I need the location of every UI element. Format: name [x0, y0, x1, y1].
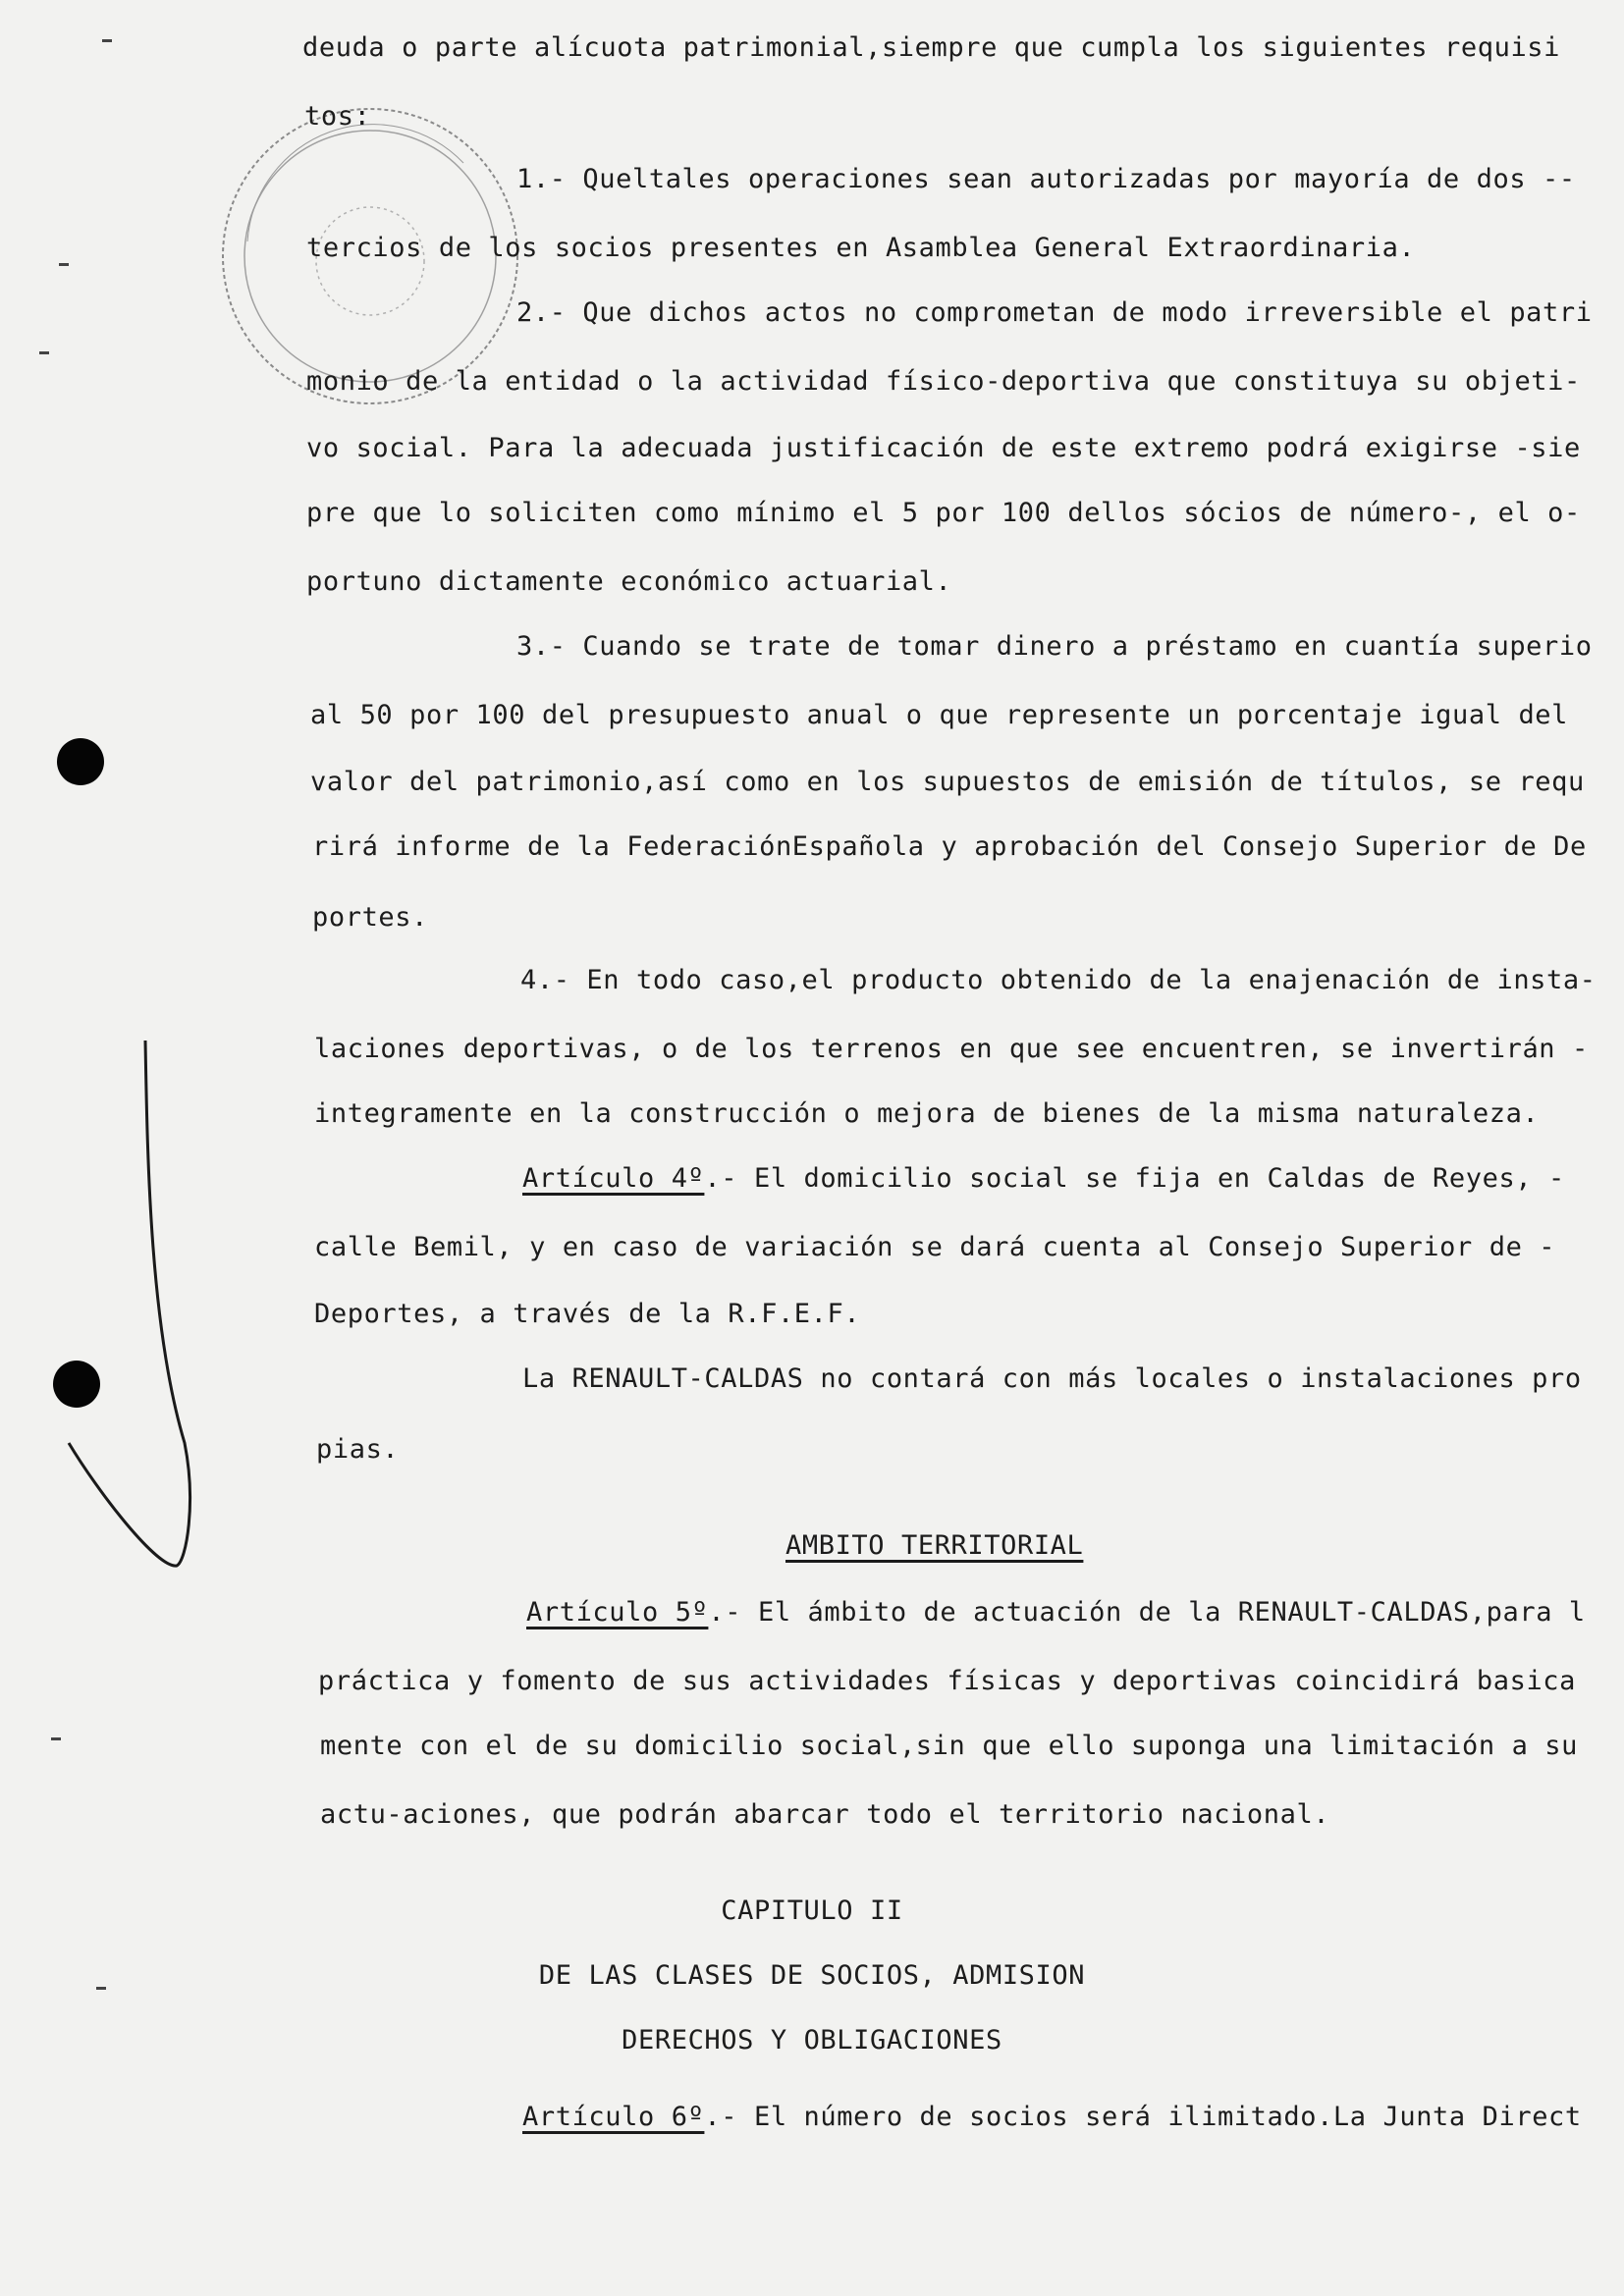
body-line: calle Bemil, y en caso de variación se dará cuenta al Consejo Superior de -	[314, 1232, 1556, 1262]
body-line: 2.- Que dichos actos no comprometan de modo irreversible el patri	[516, 297, 1593, 328]
section-heading: AMBITO TERRITORIAL	[785, 1530, 1084, 1561]
body-line: monio de la entidad o la actividad físico-deportiva que constituya su objeti-	[306, 366, 1581, 397]
punch-hole	[57, 738, 104, 785]
body-line: pias.	[316, 1434, 400, 1465]
body-line: portuno dictamente económico actuarial.	[306, 566, 952, 597]
chapter-subtitle: DE LAS CLASES DE SOCIOS, ADMISION	[538, 1960, 1086, 1991]
body-line: actu-aciones, que podrán abarcar todo el territorio nacional.	[320, 1799, 1330, 1830]
article-6-heading	[522, 2101, 1582, 2134]
body-line: tos:	[304, 101, 371, 132]
body-line: 4.- En todo caso,el producto obtenido de la enajenación de insta-	[520, 965, 1597, 995]
margin-mark	[59, 263, 69, 266]
article-label: Artículo 6º	[522, 2102, 705, 2132]
body-line: deuda o parte alícuota patrimonial,siempre que cumpla los siguientes requisi	[302, 32, 1561, 63]
body-line: valor del patrimonio,así como en los supuestos de emisión de títulos, se requ	[310, 767, 1585, 797]
body-line: mente con el de su domicilio social,sin que ello suponga una limitación a su	[320, 1731, 1579, 1761]
pen-mark	[59, 1031, 196, 1580]
margin-mark	[51, 1737, 61, 1740]
chapter-subtitle: DERECHOS Y OBLIGACIONES	[622, 2025, 1002, 2056]
article-label: Artículo 5º	[526, 1597, 709, 1628]
body-line: 1.- Queltales operaciones sean autorizadas por mayoría de dos --	[516, 164, 1576, 194]
body-line: práctica y fomento de sus actividades físicas y deportivas coincidirá basica	[318, 1666, 1577, 1696]
body-line: al 50 por 100 del presupuesto anual o que represente un porcentaje igual del	[310, 700, 1569, 730]
chapter-title: CAPITULO II	[721, 1896, 903, 1926]
body-line: laciones deportivas, o de los terrenos en que see encuentren, se invertirán -	[314, 1034, 1589, 1064]
body-line: La RENAULT-CALDAS no contará con más locales o instalaciones pro	[522, 1363, 1582, 1394]
body-line: vo social. Para la adecuada justificación de este extremo podrá exigirse -sie	[306, 433, 1581, 463]
body-line: pre que lo soliciten como mínimo el 5 por 100 dellos sócios de número-, el o-	[306, 498, 1581, 528]
article-label: Artículo 4º	[522, 1163, 705, 1194]
article-4-heading	[522, 1162, 1565, 1196]
body-line: tercios de los socios presentes en Asamblea General Extraordinaria.	[306, 233, 1416, 263]
body-line: portes.	[312, 902, 428, 933]
body-line: rirá informe de la FederaciónEspañola y aprobación del Consejo Superior de De	[312, 831, 1587, 862]
article-5-heading	[526, 1596, 1586, 1629]
body-line: integramente en la construcción o mejora de bienes de la misma naturaleza.	[314, 1098, 1540, 1129]
article-text: .- El número de socios será ilimitado.La Junta Direct	[704, 2102, 1582, 2132]
margin-mark	[102, 39, 112, 42]
article-text: .- El domicilio social se fija en Caldas de Reyes, -	[704, 1163, 1565, 1194]
punch-hole	[53, 1361, 100, 1408]
body-line: Deportes, a través de la R.F.E.F.	[314, 1299, 861, 1329]
article-text: .- El ámbito de actuación de la RENAULT-CALDAS,para l	[708, 1597, 1586, 1628]
body-line: 3.- Cuando se trate de tomar dinero a préstamo en cuantía superio	[516, 631, 1593, 662]
margin-mark	[39, 351, 49, 354]
